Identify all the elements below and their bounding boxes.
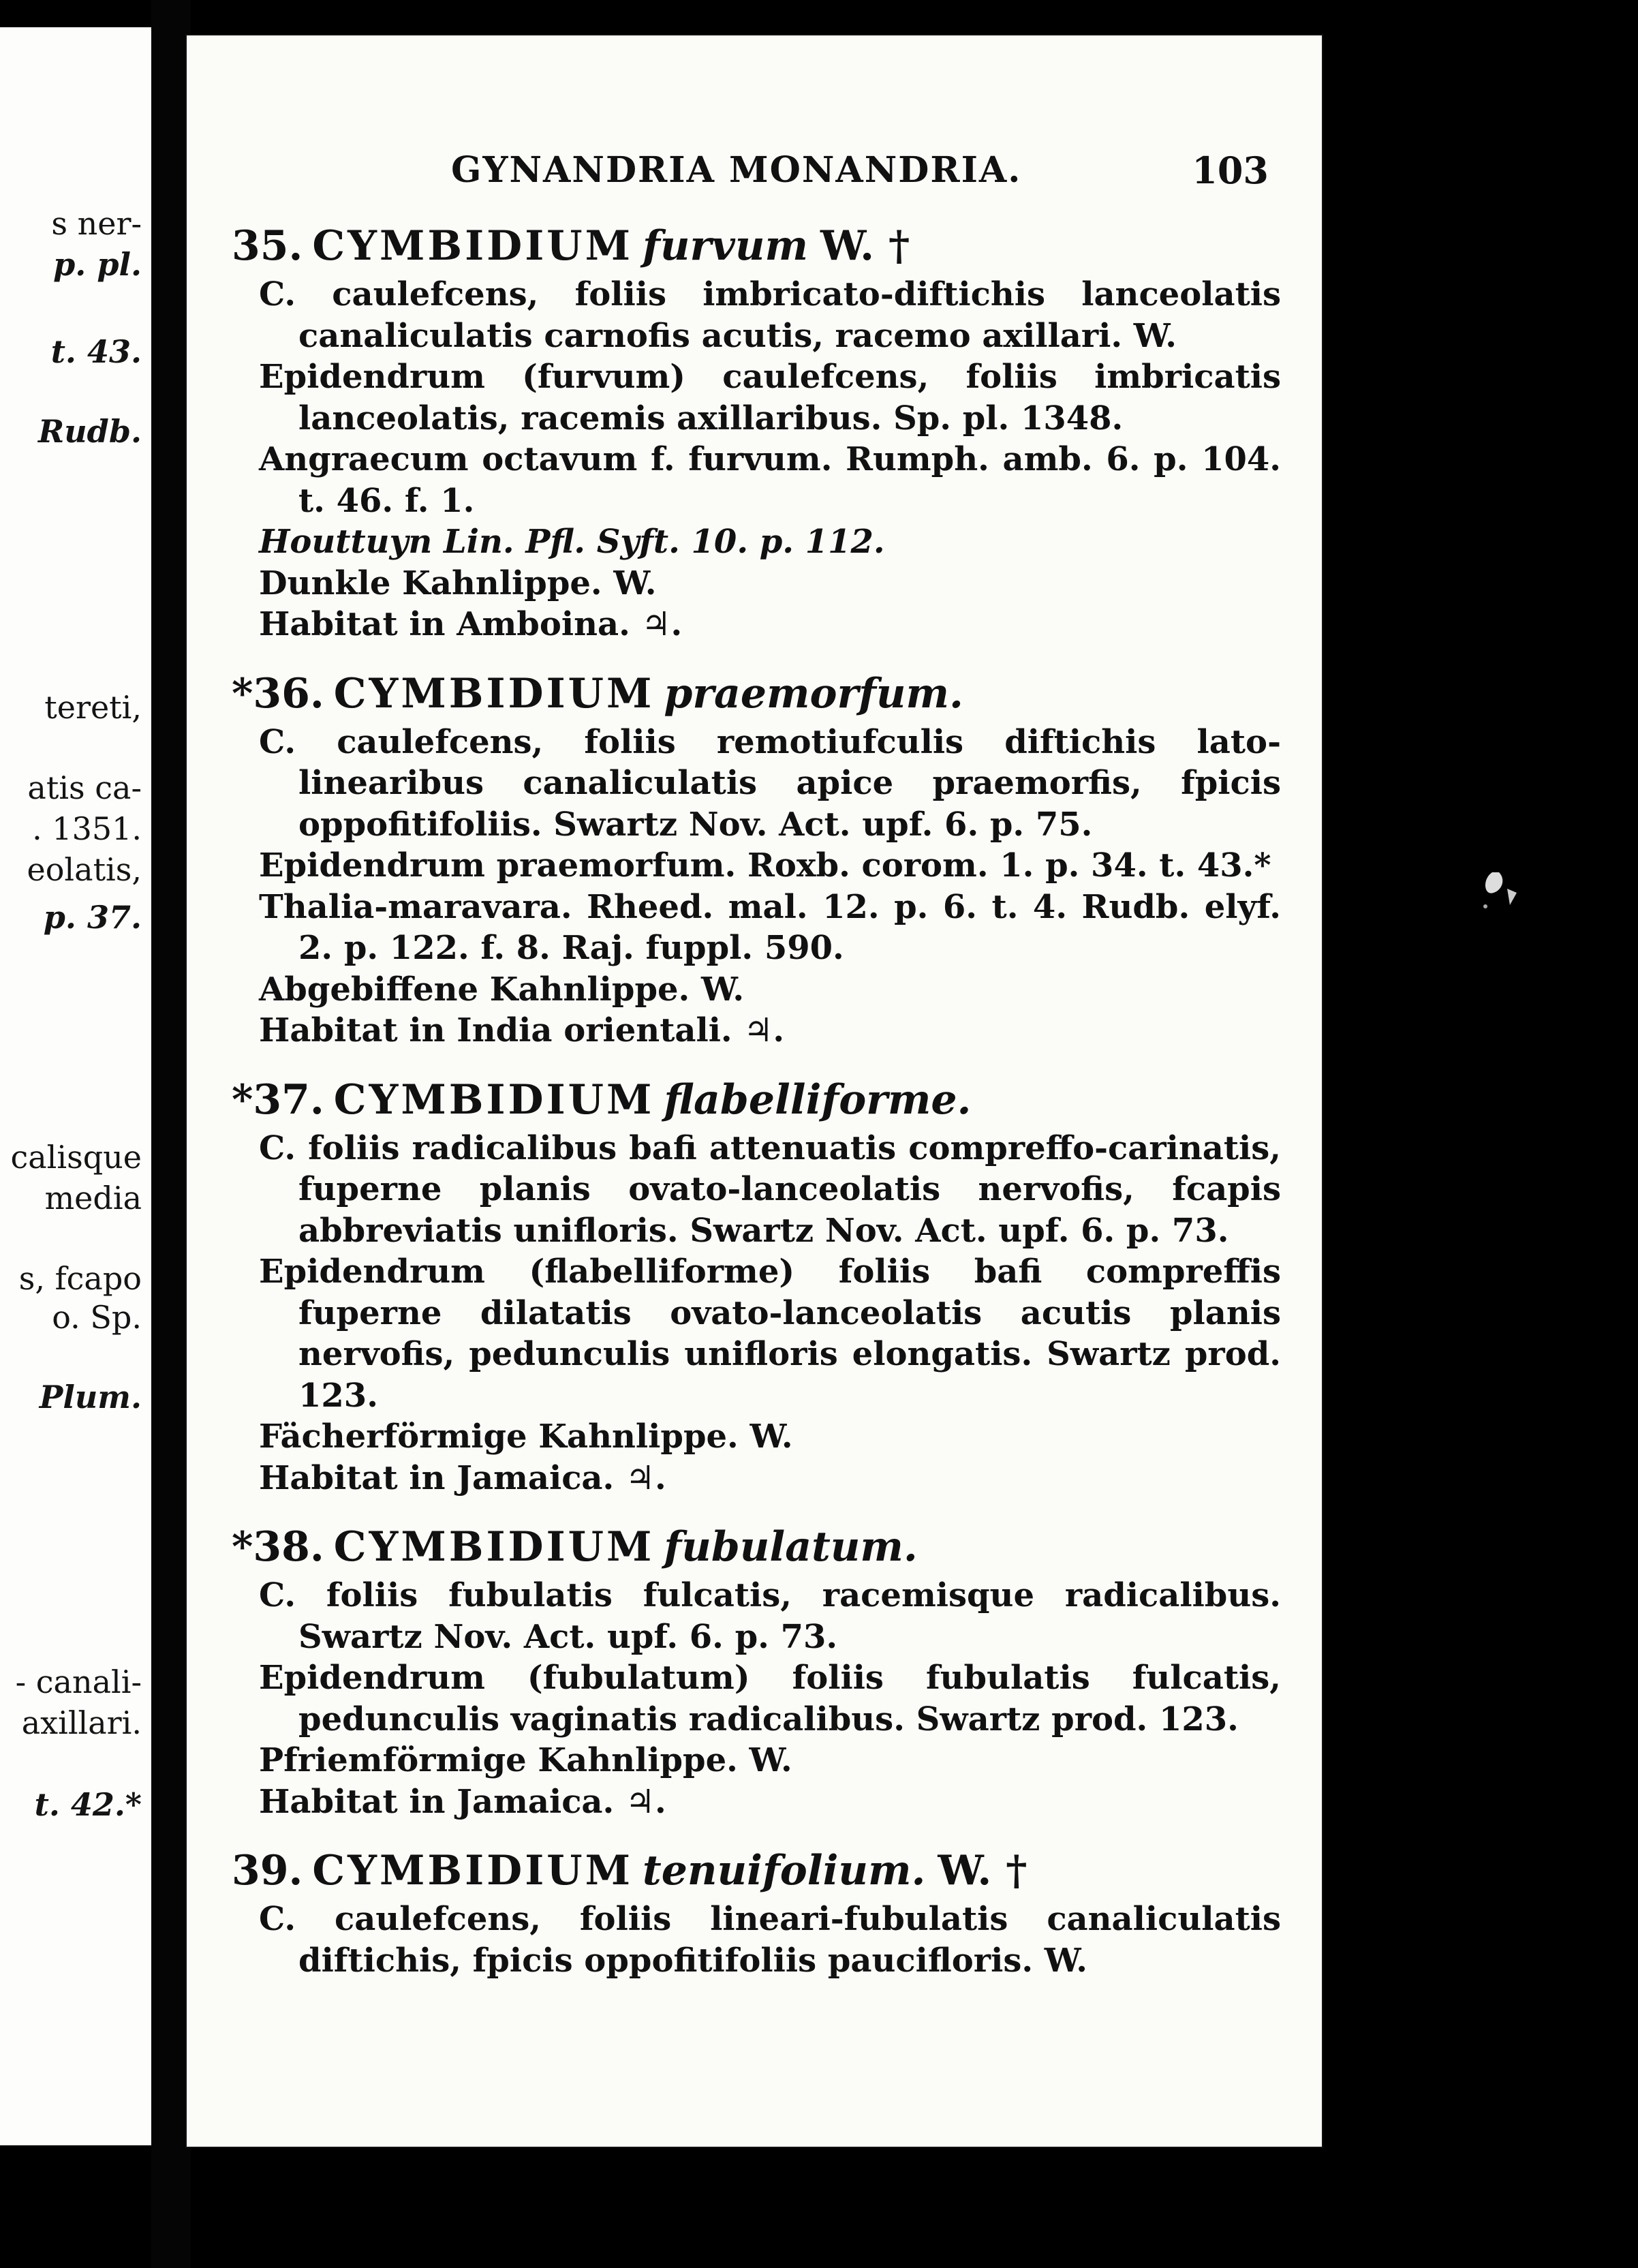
description-line: C. foliis radicalibus bafi attenuatis compreffo-carinatis, fuperne planis ovato-lanceolatis nervofis, fcapis abbreviatis unifloris. Swartz Nov. Act. upf. 6. p. 73. [259, 1129, 1281, 1250]
book-page [185, 34, 1323, 2148]
facing-page-text: atis ca- [27, 769, 142, 806]
description-line: Epidendrum (furvum) caulefcens, foliis imbricatis lanceolatis, racemis axillaribus. Sp. pl. 1348. [259, 358, 1281, 438]
facing-page-text: media [44, 1180, 142, 1216]
habitat-line: Habitat in India orientali. ♃. [259, 1011, 785, 1049]
species-name: flabelliforme. [664, 1075, 972, 1124]
entry-number: *37. [232, 1075, 324, 1124]
species-name: fubulatum. [664, 1523, 918, 1571]
description-line: C. caulefcens, foliis imbricato-diftichis lanceolatis canaliculatis carnofis acutis, racemo axillari. W. [259, 275, 1281, 355]
habitat-line: Habitat in Amboina. ♃. [259, 605, 683, 643]
genus-name: CYMBIDIUM [333, 1523, 655, 1571]
description-line: Abgebiffene Kahnlippe. W. [259, 970, 745, 1009]
facing-page-text: p. pl. [53, 246, 142, 283]
species-entry [232, 218, 1281, 645]
description-line: Fächerförmige Kahnlippe. W. [259, 1418, 793, 1456]
genus-name: CYMBIDIUM [333, 669, 655, 718]
genus-name: CYMBIDIUM [312, 1847, 634, 1895]
species-name: praemorfum. [664, 669, 963, 718]
description-line: Epidendrum (fubulatum) foliis fubulatis fulcatis, pedunculis vaginatis radicalibus. Swartz prod. 123. [259, 1659, 1281, 1738]
entry-heading [232, 1843, 1281, 1899]
species-entry [232, 1843, 1281, 1981]
description-line: C. caulefcens, foliis remotiufculis diftichis lato-linearibus canaliculatis apice praemorfis, fpicis oppofitifoliis. Swartz Nov. Act. upf. 6. p. 75. [259, 722, 1281, 844]
facing-page-fragment [0, 27, 151, 2145]
description-line: Dunkle Kahnlippe. W. [259, 564, 657, 602]
heading-suffix: W. † [820, 222, 910, 270]
facing-page-text: s ner- [51, 205, 142, 242]
page-number: 103 [1192, 149, 1269, 192]
facing-page-text: s, fcapo [18, 1260, 142, 1297]
habitat-line: Habitat in Jamaica. ♃. [259, 1782, 666, 1821]
habitat-line: Habitat in Jamaica. ♃. [259, 1458, 666, 1497]
heading-suffix: W. † [938, 1847, 1027, 1895]
description-line: Epidendrum (flabelliforme) foliis bafi compreffis fuperne dilatatis ovato-lanceolatis acutis planis nervofis, pedunculis unifloris elongatis. Swartz prod. 123. [259, 1253, 1281, 1415]
genus-name: CYMBIDIUM [333, 1075, 655, 1124]
facing-page-text: eolatis, [27, 851, 142, 888]
running-head [185, 140, 1323, 201]
facing-page-text: axillari. [21, 1704, 142, 1741]
entry-number: 35. [232, 222, 303, 270]
facing-page-text: calisque [10, 1139, 142, 1176]
entry-heading [232, 1072, 1281, 1128]
description-line: C. caulefcens, foliis lineari-fubulatis canaliculatis diftichis, fpicis oppofitifoliis paucifloris. W. [259, 1900, 1281, 1980]
species-entry [232, 1519, 1281, 1822]
species-name: furvum [643, 222, 809, 270]
genus-name: CYMBIDIUM [312, 222, 634, 270]
facing-page-text: t. 43. [50, 333, 142, 370]
specks-decoration [1479, 865, 1519, 920]
entry-number: *38. [232, 1523, 324, 1571]
facing-page-text: o. Sp. [52, 1299, 142, 1336]
species-entry [232, 666, 1281, 1052]
species-entries [232, 218, 1281, 2002]
description-line: Angraecum octavum f. furvum. Rumph. amb. 6. p. 104. t. 46. f. 1. [259, 440, 1281, 520]
entry-heading [232, 666, 1281, 722]
description-line: C. foliis fubulatis fulcatis, racemisque radicalibus. Swartz Nov. Act. upf. 6. p. 73. [259, 1576, 1281, 1656]
facing-page-text: - canali- [15, 1664, 142, 1700]
entry-heading [232, 1519, 1281, 1575]
facing-page-text: Rudb. [37, 413, 142, 450]
entry-number: 39. [232, 1847, 303, 1895]
facing-page-text: . 1351. [32, 810, 142, 847]
entry-heading [232, 218, 1281, 274]
description-line: Pfriemförmige Kahnlippe. W. [259, 1741, 792, 1779]
running-title: GYNANDRIA MONANDRIA. [451, 149, 1022, 191]
description-line: Houttuyn Lin. Pfl. Syft. 10. p. 112. [259, 523, 885, 561]
facing-page-text: Plum. [39, 1379, 142, 1415]
species-name: tenuifolium. [643, 1847, 926, 1895]
species-entry [232, 1072, 1281, 1499]
entry-number: *36. [232, 669, 324, 718]
facing-page-text: t. 42.* [34, 1786, 142, 1823]
facing-page-text: p. 37. [43, 899, 142, 936]
facing-page-text: tereti, [44, 689, 142, 726]
description-line: Thalia-maravara. Rheed. mal. 12. p. 6. t. 4. Rudb. elyf. 2. p. 122. f. 8. Raj. fuppl. 590. [259, 887, 1281, 967]
description-line: Epidendrum praemorfum. Roxb. corom. 1. p. 34. t. 43.* [259, 846, 1271, 885]
